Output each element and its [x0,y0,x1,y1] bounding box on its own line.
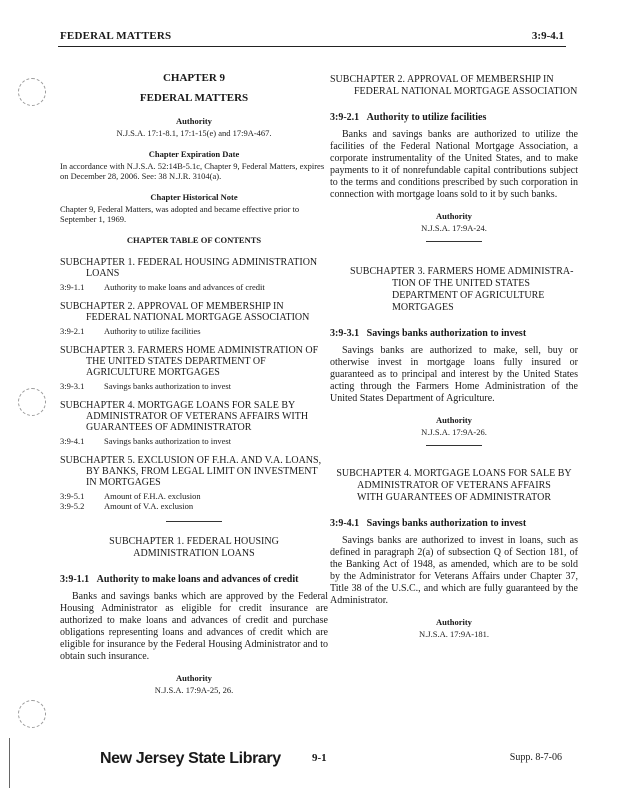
binder-hole-mark [18,388,46,416]
right-column [330,74,578,639]
binder-hole-mark [18,700,46,728]
subchapter-heading-cont: ADMINISTRATION LOANS [133,547,255,559]
toc-entry: 3:9-5.2 Amount of V.A. exclusion [60,500,194,511]
section-heading: 3:9-3.1 Savings banks authorization to invest [330,328,527,339]
authority-citation: N.J.S.A. 17:1-8.1, 17:1-15(e) and 17:9A-467. [116,128,272,138]
chapter-title: FEDERAL MATTERS [139,92,249,104]
historical-note-text: Chapter 9, Federal Matters, was adopted and became effective prior to September 1, 1969. [60,203,300,224]
section-authority-label: Authority [436,415,472,425]
section-authority-label: Authority [176,672,212,683]
toc-entry: 3:9-5.1 Amount of F.H.A. exclusion [60,490,201,501]
running-header-title: FEDERAL MATTERS [60,30,172,42]
toc-subchapter: SUBCHAPTER 1. FEDERAL HOUSING ADMINISTRATION LOANS [60,256,318,279]
section-authority-label: Authority [436,617,472,627]
table-of-contents-heading: CHAPTER TABLE OF CONTENTS [126,234,262,245]
section-heading: 3:9-4.1 Savings banks authorization to invest [330,518,527,529]
section-heading: 3:9-2.1 Authority to utilize facilities [330,112,487,123]
toc-subchapter: SUBCHAPTER 3. FARMERS HOME ADMINISTRATION OF THE UNITED STATES DEPARTMENT OF AGRICULTURE MORTGAGES [60,344,319,378]
toc-entry: 3:9-4.1 Savings banks authorization to invest [60,435,232,446]
left-column [60,72,328,695]
toc-subchapter: SUBCHAPTER 5. EXCLUSION OF F.H.A. AND V.A. LOANS, BY BANKS, FROM LEGAL LIMIT ON INVESTMENT IN MORTGAGES [60,454,322,488]
authority-label: Authority [176,116,212,126]
library-watermark: New Jersey State Library [100,750,281,767]
toc-entry: 3:9-3.1 Savings banks authorization to invest [60,380,232,391]
toc-entry: 3:9-1.1 Authority to make loans and advances of credit [60,281,265,292]
toc-entry: 3:9-2.1 Authority to utilize facilities [60,325,201,336]
subchapter-heading: SUBCHAPTER 1. FEDERAL HOUSING [109,535,279,547]
chapter-number: CHAPTER 9 [162,72,226,84]
page-number: 9-1 [312,752,327,764]
toc-subchapter: SUBCHAPTER 4. MORTGAGE LOANS FOR SALE BY ADMINISTRATOR OF VETERANS AFFAIRS WITH GUARANTEES OF ADMINISTRATOR [60,399,309,433]
running-header-section: 3:9-4.1 [531,30,564,42]
subchapter-heading: SUBCHAPTER 3. FARMERS HOME ADMINISTRA-TION OF THE UNITED STATES DEPARTMENT OF AGRICULTURE MORTGAGES [350,266,574,313]
section-divider [426,241,482,242]
subchapter-heading-cont: ADMINISTRATOR OF VETERANS AFFAIRS [357,480,551,491]
section-authority-citation: N.J.S.A. 17:9A-25, 26. [154,684,234,695]
section-body: Savings banks are authorized to invest in loans, such as defined in paragraph 2(a) of subsection Q of Section 181, of the Banking Act of 1948, as amended, which are to be sold by the Administrator for Veterans Affairs under Chapter 37, Title 38 of the U.S.C., and which are fully guaranteed by the Administrator. [330,535,578,606]
subchapter-heading-cont: WITH GUARANTEES OF ADMINISTRATOR [357,492,551,503]
section-authority-citation: N.J.S.A. 17:9A-24. [421,223,487,233]
historical-note-label: Chapter Historical Note [150,191,238,202]
section-authority-label: Authority [436,211,472,221]
section-body: Banks and savings banks are authorized to utilize the facilities of the Federal National Mortgage Association, a corporate instrumentality of the United States, and to make payments to it of nonrefundable capital contributions subject to the terms and conditions prescribed by such corporation in connection with mortgage loans sold to it by such banks. [330,129,578,200]
section-authority-citation: N.J.S.A. 17:9A-26. [421,427,487,437]
section-body: Savings banks are authorized to make, sell, buy or otherwise invest in mortgage loans fully insured or guaranteed as to principal and interest by the United States acting through the Farmers Home Administration of the United States Department of Agriculture. [330,345,578,404]
section-body: Banks and savings banks which are approved by the Federal Housing Administrator as eligible for credit insurance are authorized to make loans and advances of credit and purchase obligations representing loans and advances of credit which are eligible for insurance by the Federal Housing Administrator and to obtain such insurance. [60,590,328,662]
subchapter-heading: SUBCHAPTER 4. MORTGAGE LOANS FOR SALE BY [336,468,572,479]
scan-edge-line [9,738,10,788]
section-authority-citation: N.J.S.A. 17:9A-181. [419,629,489,639]
section-heading: 3:9-1.1 Authority to make loans and advances of credit [60,573,299,585]
header-rule [58,46,566,47]
subchapter-heading: SUBCHAPTER 2. APPROVAL OF MEMBERSHIP IN FEDERAL NATIONAL MORTGAGE ASSOCIATION [330,74,578,97]
section-divider [166,521,222,522]
toc-subchapter: SUBCHAPTER 2. APPROVAL OF MEMBERSHIP IN FEDERAL NATIONAL MORTGAGE ASSOCIATION [60,300,310,323]
section-divider [426,445,482,446]
expiration-text: In accordance with N.J.S.A. 52:14B-5.1c, Chapter 9, Federal Matters, expires on December 28, 2006. See: 38 N.J.R. 3104(a). [60,160,325,181]
binder-hole-mark [18,78,46,106]
table-of-contents [60,257,328,511]
expiration-label: Chapter Expiration Date [148,148,240,159]
supplement-date: Supp. 8-7-06 [509,752,562,763]
